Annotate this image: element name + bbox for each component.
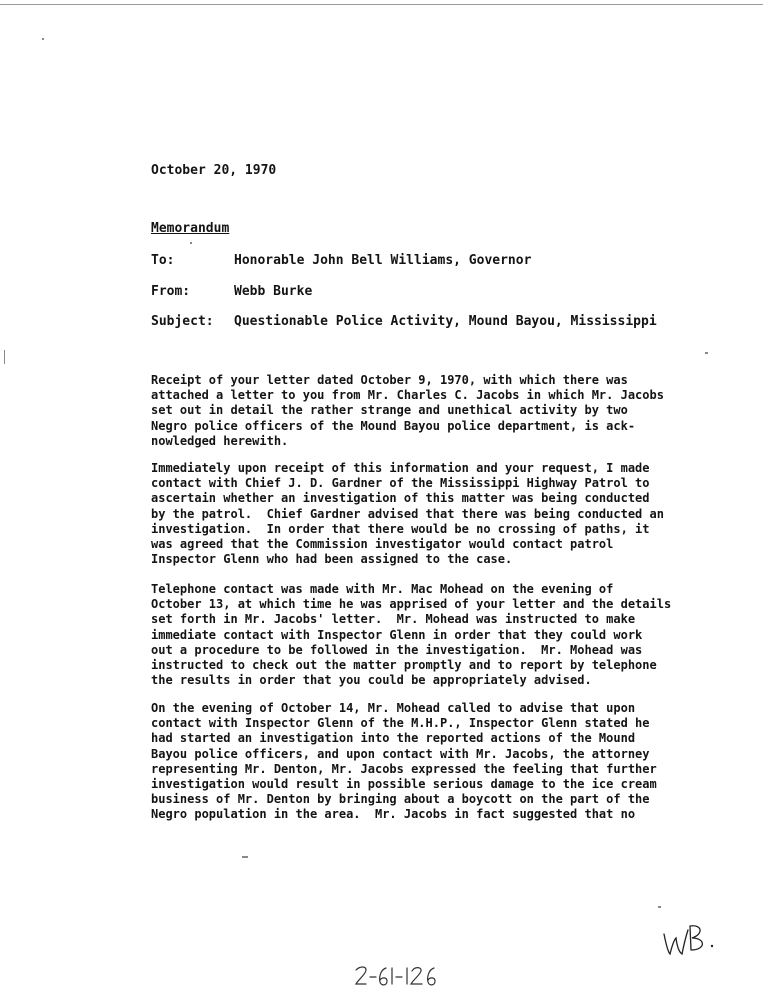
to-label: To: — [151, 253, 175, 268]
paragraph-line: ascertain whether an investigation of this matter was being conducted — [151, 491, 650, 506]
scan-speck — [242, 856, 248, 858]
subject-label: Subject: — [151, 314, 214, 329]
paragraph-line: nowledged herewith. — [151, 433, 289, 448]
to-value: Honorable John Bell Williams, Governor — [234, 253, 532, 268]
paragraph-line: attached a letter to you from Mr. Charles C. Jacobs in which Mr. Jacobs — [151, 388, 664, 403]
scan-speck — [42, 38, 44, 40]
scan-speck — [4, 350, 5, 364]
paragraph-line: Negro police officers of the Mound Bayou police department, is ack- — [151, 418, 636, 433]
paragraph-line: by the patrol. Chief Gardner advised that there was being conducted an — [151, 506, 664, 521]
from-label: From: — [151, 284, 191, 299]
paragraph-line: had started an investigation into the reported actions of the Mound — [151, 731, 636, 746]
paragraph-line: October 13, at which time he was apprised of your letter and the details — [151, 597, 672, 612]
paragraph-line: was agreed that the Commission investigator would contact patrol — [151, 536, 614, 551]
paragraph-evening — [151, 701, 691, 823]
memo-date: October 20, 1970 — [151, 163, 277, 178]
paragraph-line: contact with Chief J. D. Gardner of the Mississippi Highway Patrol to — [151, 476, 650, 491]
handwritten-document-number — [352, 962, 448, 990]
paragraph-line: representing Mr. Denton, Mr. Jacobs expressed the feeling that further — [151, 761, 657, 776]
paragraph-line: contact with Inspector Glenn of the M.H.P., Inspector Glenn stated he — [151, 716, 650, 731]
paragraph-telephone — [151, 582, 691, 688]
paragraph-line: instructed to check out the matter promptly and to report by telephone — [151, 657, 657, 672]
paragraph-line: On the evening of October 14, Mr. Mohead called to advise that upon — [151, 701, 636, 715]
paragraph-line: Immediately upon receipt of this information and your request, I made — [151, 461, 650, 475]
paragraph-receipt — [151, 373, 691, 449]
paragraph-line: out a procedure to be followed in the investigation. Mr. Mohead was — [151, 642, 643, 657]
scan-speck — [658, 906, 661, 908]
paragraph-line: Telephone contact was made with Mr. Mac Mohead on the evening of — [151, 582, 614, 596]
paragraph-line: set forth in Mr. Jacobs' letter. Mr. Mohead was instructed to make — [151, 612, 636, 627]
scan-speck — [190, 242, 192, 244]
scan-speck — [705, 352, 708, 354]
paragraph-line: Inspector Glenn who had been assigned to the case. — [151, 552, 513, 567]
paragraph-line: immediate contact with Inspector Glenn in order that they could work — [151, 627, 643, 642]
paragraph-line: Receipt of your letter dated October 9, 1970, with which there was — [151, 373, 628, 387]
paragraph-line: set out in detail the rather strange and unethical activity by two — [151, 403, 628, 418]
paragraph-line: the results in order that you could be appropriately advised. — [151, 673, 592, 688]
from-value: Webb Burke — [234, 284, 313, 299]
handwritten-initials — [660, 916, 722, 960]
subject-row — [151, 314, 657, 374]
paragraph-line: Bayou police officers, and upon contact with Mr. Jacobs, the attorney — [151, 746, 650, 761]
subject-value: Questionable Police Activity, Mound Bayou, Mississippi — [234, 314, 657, 329]
paragraph-line: investigation. In order that there would be no crossing of paths, it — [151, 521, 650, 536]
paragraph-line: investigation would result in possible serious damage to the ice cream — [151, 776, 657, 791]
paragraph-line: business of Mr. Denton by bringing about a boycott on the part of the — [151, 792, 650, 807]
paragraph-contact — [151, 461, 691, 567]
paragraph-line: Negro population in the area. Mr. Jacobs in fact suggested that no — [151, 807, 636, 822]
memo-heading: Memorandum — [151, 221, 230, 236]
